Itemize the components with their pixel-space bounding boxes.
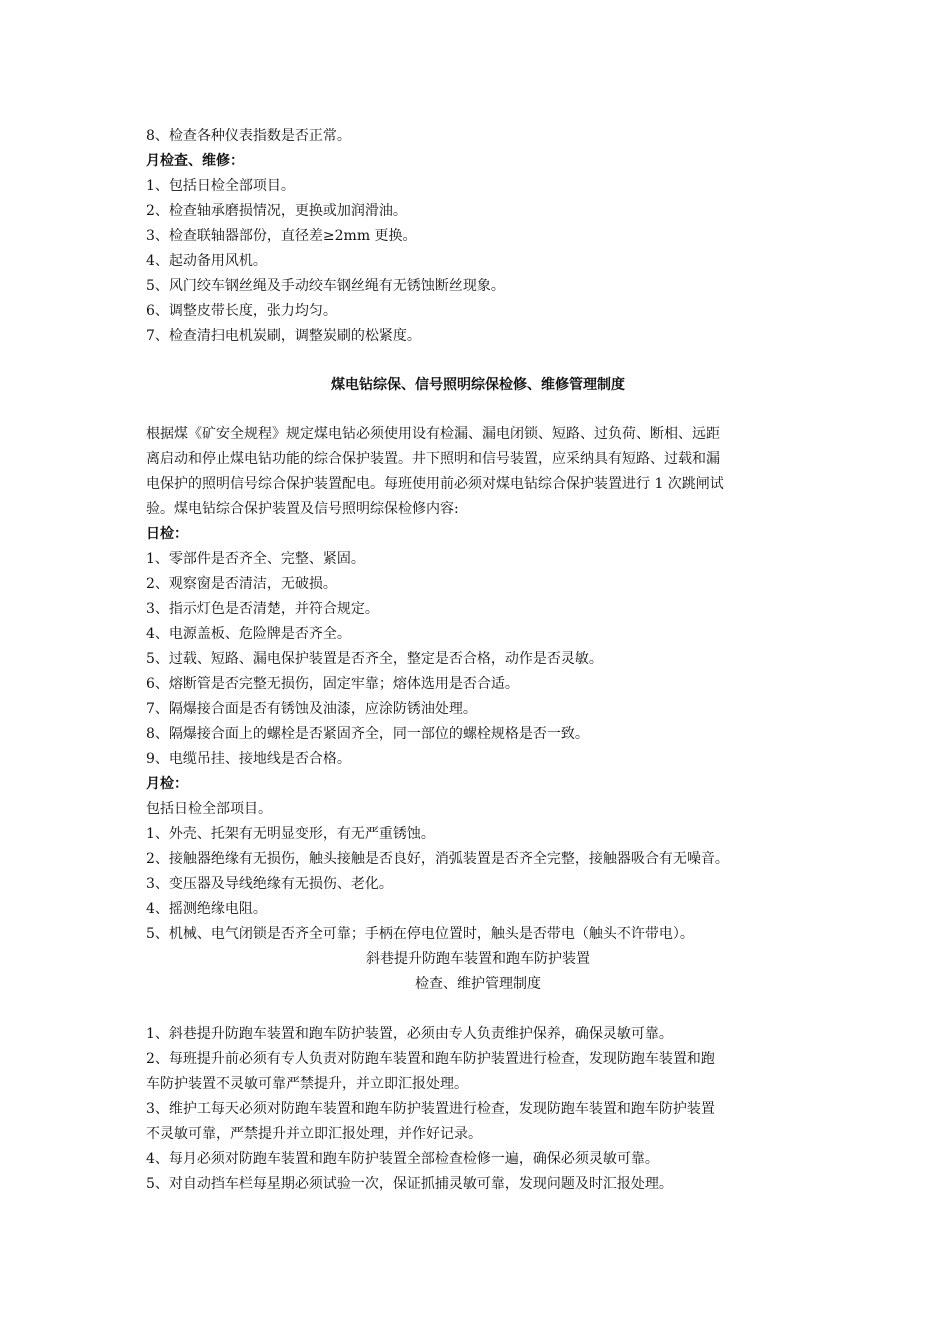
list-item: 4、摇测绝缘电阻。 xyxy=(146,901,267,917)
list-item: 1、零部件是否齐全、完整、紧固。 xyxy=(146,551,365,567)
text-line: 8、检查各种仪表指数是否正常。 xyxy=(146,128,351,144)
spacer xyxy=(146,997,810,1022)
section-title: 斜巷提升防跑车装置和跑车防护装置 xyxy=(366,951,590,967)
list-item: 5、风门绞车钢丝绳及手动绞车钢丝绳有无锈蚀断丝现象。 xyxy=(146,278,505,294)
section-heading: 日检： xyxy=(146,526,188,542)
section-heading: 月检： xyxy=(146,776,188,792)
list-item: 车防护装置不灵敏可靠严禁提升，并立即汇报处理。 xyxy=(146,1076,468,1092)
section-fan-monthly xyxy=(146,124,810,349)
paragraph-line: 电保护的照明信号综合保护装置配电。每班使用前必须对煤电钻综合保护装置进行 1 次跳闸试 xyxy=(146,476,724,492)
list-item: 4、电源盖板、危险牌是否齐全。 xyxy=(146,626,351,642)
list-item: 8、隔爆接合面上的螺栓是否紧固齐全，同一部位的螺栓规格是否一致。 xyxy=(146,726,589,742)
list-item: 6、熔断管是否完整无损伤，固定牢靠；熔体选用是否合适。 xyxy=(146,676,519,692)
section-title: 检查、维护管理制度 xyxy=(415,976,541,992)
list-item: 5、对自动挡车栏每星期必须试验一次，保证抓捕灵敏可靠，发现问题及时汇报处理。 xyxy=(146,1176,673,1192)
list-item: 3、检查联轴器部份，直径差≥2mm 更换。 xyxy=(146,228,417,244)
paragraph-line: 根据煤《矿安全规程》规定煤电钻必须使用设有检漏、漏电闭锁、短路、过负荷、断相、远距 xyxy=(146,426,720,442)
list-item: 7、检查清扫电机炭刷，调整炭刷的松紧度。 xyxy=(146,328,421,344)
list-item: 2、观察窗是否清洁，无破损。 xyxy=(146,576,337,592)
section-title: 煤电钻综保、信号照明综保检修、维修管理制度 xyxy=(331,377,625,393)
list-item: 5、过载、短路、漏电保护装置是否齐全，整定是否合格，动作是否灵敏。 xyxy=(146,651,603,667)
list-item: 1、包括日检全部项目。 xyxy=(146,178,295,194)
list-item: 4、起动备用风机。 xyxy=(146,253,267,269)
list-item: 包括日检全部项目。 xyxy=(146,801,272,817)
list-item: 1、外壳、托架有无明显变形，有无严重锈蚀。 xyxy=(146,826,435,842)
list-item: 3、维护工每天必须对防跑车装置和跑车防护装置进行检查，发现防跑车装置和跑车防护装置 xyxy=(146,1101,715,1117)
list-item: 2、检查轴承磨损情况，更换或加润滑油。 xyxy=(146,203,407,219)
paragraph-line: 验。煤电钻综合保护装置及信号照明综保检修内容: xyxy=(146,501,459,517)
section-drill-protection xyxy=(146,373,810,947)
list-item: 3、指示灯色是否清楚，并符合规定。 xyxy=(146,601,379,617)
list-item: 2、接触器绝缘有无损伤，触头接触是否良好，消弧装置是否齐全完整，接触器吸合有无噪音。 xyxy=(146,851,729,867)
list-item: 7、隔爆接合面是否有锈蚀及油漆，应涂防锈油处理。 xyxy=(146,701,477,717)
list-item: 6、调整皮带长度，张力均匀。 xyxy=(146,303,337,319)
section-heading: 月检查、维修： xyxy=(146,153,244,169)
list-item: 不灵敏可靠，严禁提升并立即汇报处理，并作好记录。 xyxy=(146,1126,482,1142)
list-item: 1、斜巷提升防跑车装置和跑车防护装置，必须由专人负责维护保养，确保灵敏可靠。 xyxy=(146,1026,673,1042)
list-item: 9、电缆吊挂、接地线是否合格。 xyxy=(146,751,351,767)
list-item: 4、每月必须对防跑车装置和跑车防护装置全部检查检修一遍，确保必须灵敏可靠。 xyxy=(146,1151,659,1167)
section-incline-protection xyxy=(146,947,810,1197)
paragraph-line: 离启动和停止煤电钻功能的综合保护装置。井下照明和信号装置，应采纳具有短路、过载和漏 xyxy=(146,451,720,467)
list-item: 5、机械、电气闭锁是否齐全可靠；手柄在停电位置时，触头是否带电（触头不许带电）。 xyxy=(146,926,694,942)
document-page xyxy=(146,124,810,1197)
list-item: 3、变压器及导线绝缘有无损伤、老化。 xyxy=(146,876,393,892)
list-item: 2、每班提升前必须有专人负责对防跑车装置和跑车防护装置进行检查，发现防跑车装置和跑 xyxy=(146,1051,715,1067)
